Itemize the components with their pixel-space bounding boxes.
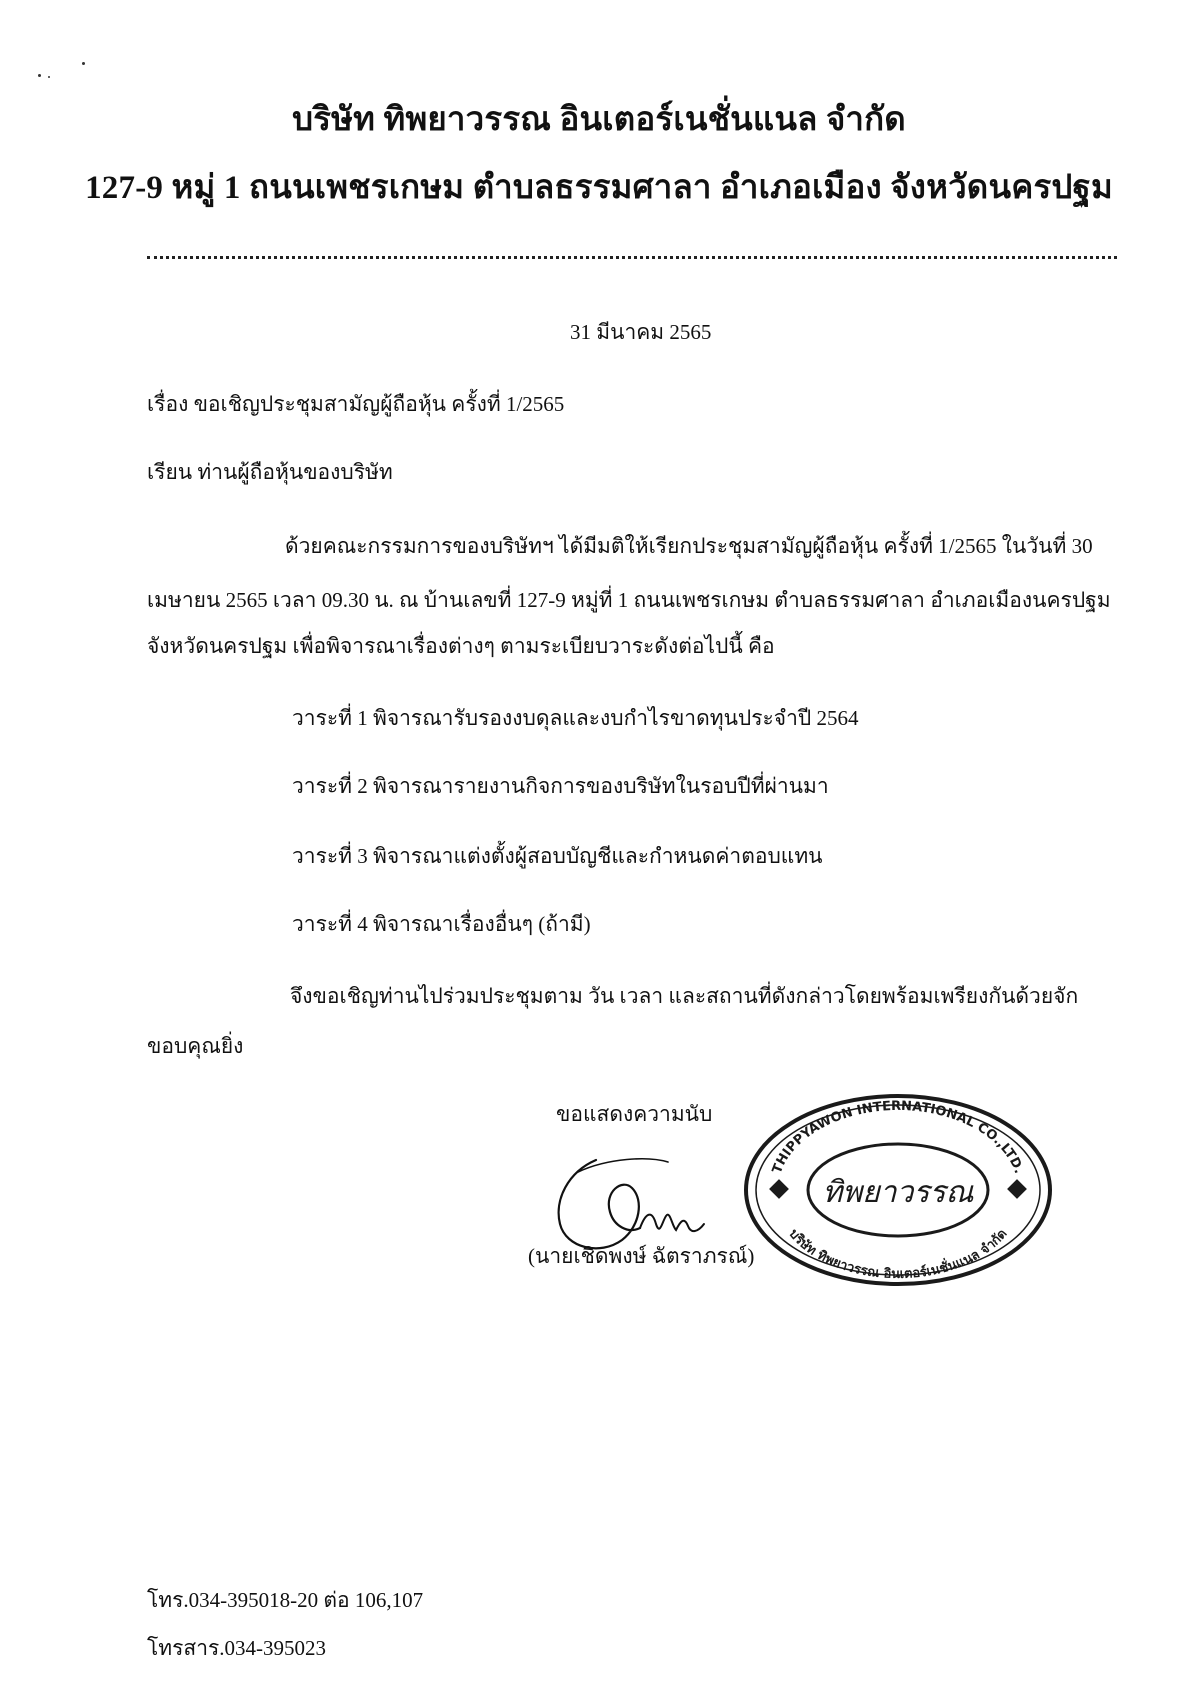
- letter-recipient: เรียน ท่านผู้ถือหุ้นของบริษัท: [147, 460, 393, 484]
- company-name: บริษัท ทิพยาวรรณ อินเตอร์เนชั่นแนล จำกัด: [292, 102, 906, 138]
- agenda-item: วาระที่ 4 พิจารณาเรื่องอื่นๆ (ถ้ามี): [292, 912, 591, 936]
- scan-speck: [82, 62, 85, 65]
- closing-line: จึงขอเชิญท่านไปร่วมประชุมตาม วัน เวลา และสถานที่ดังกล่าวโดยพร้อมเพรียงกันด้วยจัก: [290, 984, 1079, 1008]
- stamp-thai-text: บริษัท ทิพยาวรรณ อินเตอร์เนชั่นแนล จำกัด: [785, 1226, 1011, 1283]
- company-stamp: [738, 1086, 1058, 1286]
- company-address: 127-9 หมู่ 1 ถนนเพชรเกษม ตำบลธรรมศาลา อำเภอเมือง จังหวัดนครปฐม: [85, 170, 1113, 206]
- scan-speck: [38, 74, 41, 77]
- signer-name: (นายเชิดพงษ์ ฉัตราภรณ์): [528, 1244, 755, 1268]
- intro-line: จังหวัดนครปฐม เพื่อพิจารณาเรื่องต่างๆ ตามระเบียบวาระดังต่อไปนี้ คือ: [147, 634, 775, 658]
- footer-fax: โทรสาร.034-395023: [147, 1636, 327, 1660]
- intro-line: เมษายน 2565 เวลา 09.30 น. ณ บ้านเลขที่ 127-9 หมู่ที่ 1 ถนนเพชรเกษม ตำบลธรรมศาลา อำเภอเมืองนครปฐม: [147, 588, 1111, 612]
- letter-date: 31 มีนาคม 2565: [570, 320, 712, 344]
- salutation: ขอแสดงความนับ: [556, 1102, 713, 1126]
- header-divider: [147, 256, 1117, 259]
- letter-subject: เรื่อง ขอเชิญประชุมสามัญผู้ถือหุ้น ครั้งที่ 1/2565: [147, 392, 565, 416]
- agenda-item: วาระที่ 2 พิจารณารายงานกิจการของบริษัทในรอบปีที่ผ่านมา: [292, 774, 829, 798]
- stamp-english-text: THIPPYAWON INTERNATIONAL CO.,LTD.: [769, 1098, 1027, 1176]
- footer-phone: โทร.034-395018-20 ต่อ 106,107: [147, 1588, 424, 1612]
- agenda-item: วาระที่ 1 พิจารณารับรองงบดุลและงบกำไรขาดทุนประจำปี 2564: [292, 706, 859, 730]
- closing-line: ขอบคุณยิ่ง: [147, 1034, 244, 1058]
- stamp-center-text: ทิพยาวรรณ: [822, 1175, 974, 1210]
- agenda-item: วาระที่ 3 พิจารณาแต่งตั้งผู้สอบบัญชีและกำหนดค่าตอบแทน: [292, 844, 823, 868]
- intro-line: ด้วยคณะกรรมการของบริษัทฯ ได้มีมติให้เรียกประชุมสามัญผู้ถือหุ้น ครั้งที่ 1/2565 ในวันที่ 30: [285, 534, 1093, 558]
- scan-speck: [48, 76, 50, 78]
- svg-text:THIPPYAWON INTERNATIONAL CO.,L: [770, 1099, 1026, 1176]
